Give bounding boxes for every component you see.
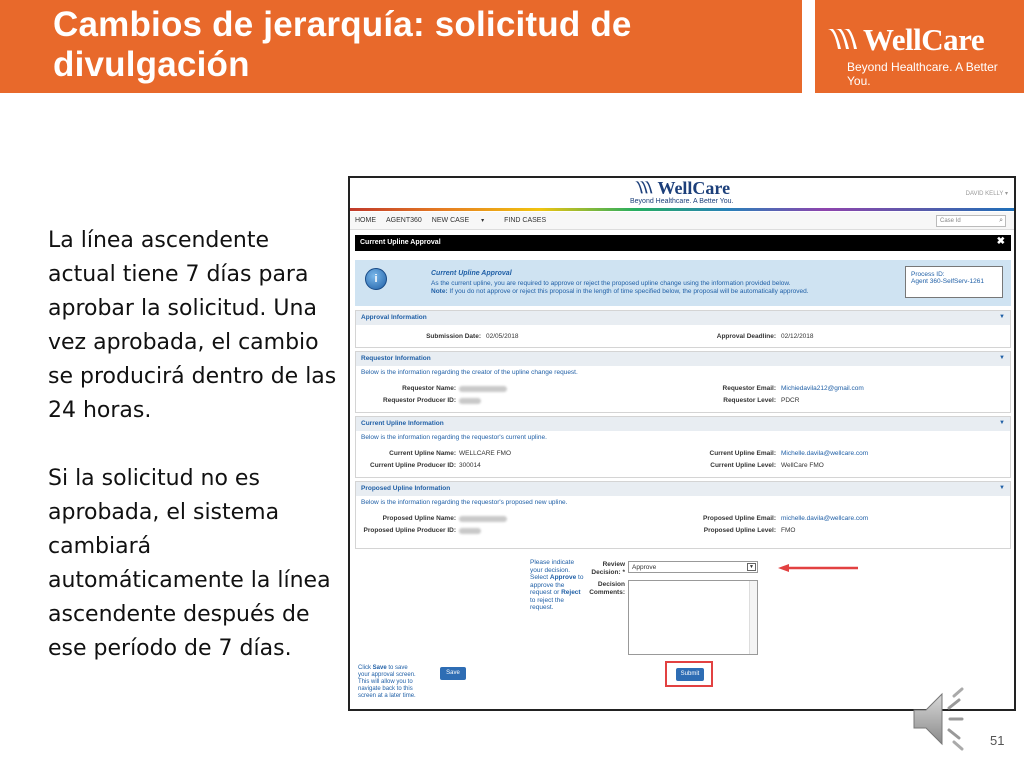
requestor-section: [355, 351, 1011, 413]
current-upline-description: Below is the information regarding the requestor's current upline.: [361, 434, 547, 441]
save-help-text: [358, 665, 420, 700]
decision-help-part: to reject the request.: [530, 596, 564, 611]
submit-highlight: [665, 661, 713, 687]
current-upline-section: [355, 416, 1011, 478]
textarea-scrollbar[interactable]: [749, 581, 757, 654]
proposed-upline-producer-label: Proposed Upline Producer ID:: [363, 527, 456, 534]
case-id-placeholder: Case Id: [940, 218, 961, 224]
current-upline-section-title: Current Upline Information: [361, 420, 444, 427]
user-name: DAVID KELLY: [965, 191, 1004, 197]
app-logo: [630, 178, 734, 210]
proposed-upline-section: [355, 481, 1011, 549]
body-paragraph: La línea ascendente actual tiene 7 días para aprobar la solicitud. Una vez aprobada, el cambio se producirá dentro de las 24 horas.: [48, 228, 337, 423]
decision-comments-label: Decision Comments:: [589, 581, 625, 596]
modal-header: [355, 235, 1011, 251]
requestor-email-label: Requestor Email:: [722, 385, 776, 392]
current-upline-level-value: WellCare FMO: [781, 462, 824, 469]
review-decision-select[interactable]: [628, 561, 758, 573]
proposed-upline-level-label: Proposed Upline Level:: [703, 527, 776, 534]
case-id-search[interactable]: [936, 215, 1006, 227]
proposed-upline-email-label: Proposed Upline Email:: [703, 515, 776, 522]
speaker-icon[interactable]: [910, 686, 974, 752]
proposed-upline-section-header[interactable]: [356, 482, 1010, 496]
logo-wordmark: WellCare: [863, 22, 985, 57]
requestor-level-label: Requestor Level:: [723, 397, 776, 404]
save-button[interactable]: Save: [440, 667, 466, 680]
requestor-section-header[interactable]: [356, 352, 1010, 366]
info-note-label: Note:: [431, 288, 448, 295]
requestor-description: Below is the information regarding the creator of the upline change request.: [361, 369, 578, 376]
close-icon[interactable]: ✖: [996, 236, 1005, 247]
info-panel: [355, 260, 1011, 306]
submission-date-label: Submission Date:: [426, 333, 481, 340]
approval-section: [355, 310, 1011, 348]
red-arrow-icon: [778, 564, 858, 572]
wellcare-swoosh-icon: [633, 179, 655, 197]
approval-deadline-value: 02/12/2018: [781, 333, 814, 340]
decision-help-part: Please indicate your decision. Select: [530, 559, 575, 581]
requestor-email-value[interactable]: Michiedavila212@gmail.com: [781, 385, 864, 392]
requestor-section-title: Requestor Information: [361, 355, 431, 362]
info-text: As the current upline, you are required to approve or reject the proposed upline change using the information provided below.: [431, 280, 791, 287]
wellcare-swoosh-icon: [825, 25, 861, 55]
title-bar: [0, 0, 802, 93]
collapse-triangle-icon[interactable]: ▼: [999, 420, 1005, 426]
collapse-triangle-icon[interactable]: ▼: [999, 314, 1005, 320]
proposed-upline-description: Below is the information regarding the requestor's proposed new upline.: [361, 499, 568, 506]
decision-help-text: [530, 559, 585, 612]
app-screenshot: [348, 176, 1016, 711]
process-id-label: Process ID:: [911, 271, 945, 278]
page-number: 51: [990, 733, 1005, 748]
app-logo-wordmark: WellCare: [657, 177, 731, 198]
submit-button[interactable]: Submit: [676, 668, 704, 681]
nav-find-cases[interactable]: FIND CASES: [504, 217, 547, 224]
logo-bar: [815, 0, 1024, 93]
wellcare-logo: [825, 22, 984, 58]
redacted-value: [459, 528, 481, 534]
save-help-part: Click: [358, 665, 373, 671]
proposed-upline-level-value: FMO: [781, 527, 796, 534]
proposed-upline-section-title: Proposed Upline Information: [361, 485, 451, 492]
review-decision-label: Review Decision: *: [591, 561, 625, 576]
nav-new-case[interactable]: [432, 217, 494, 224]
save-help-part: to save your approval screen. This will allow you to navigate back to this screen at a later time.: [358, 665, 416, 699]
current-upline-level-label: Current Upline Level:: [710, 462, 776, 469]
collapse-triangle-icon[interactable]: ▼: [999, 355, 1005, 361]
top-nav: [350, 212, 1014, 230]
app-logo-tagline: Beyond Healthcare. A Better You.: [630, 198, 734, 205]
process-id-value: Agent 360-SelfServ-1261: [911, 278, 984, 285]
decision-help-part: to approve the request or: [530, 574, 584, 596]
current-upline-name-label: Current Upline Name:: [389, 450, 456, 457]
info-icon: i: [365, 268, 387, 290]
user-menu[interactable]: [966, 190, 1008, 197]
proposed-upline-email-value[interactable]: michelle.davila@wellcare.com: [781, 515, 869, 522]
current-upline-section-header[interactable]: [356, 417, 1010, 431]
modal-title: Current Upline Approval: [360, 239, 441, 246]
decision-comments-textarea[interactable]: [628, 580, 758, 655]
chevron-down-icon: ▾: [1004, 191, 1008, 197]
slide-body: [48, 224, 338, 700]
search-icon[interactable]: ⌕: [999, 217, 1003, 224]
approval-section-header[interactable]: [356, 311, 1010, 325]
review-decision-value: Approve: [632, 564, 657, 571]
current-upline-name-value: WELLCARE FMO: [459, 450, 512, 457]
approval-deadline-label: Approval Deadline:: [716, 333, 776, 340]
collapse-triangle-icon[interactable]: ▼: [999, 485, 1005, 491]
requestor-name-label: Requestor Name:: [402, 385, 456, 392]
slide-title: Cambios de jerarquía: solicitud de divulgación: [53, 5, 632, 84]
submission-date-value: 02/05/2018: [486, 333, 519, 340]
decision-help-approve: Approve: [549, 574, 577, 581]
redacted-value: [459, 516, 507, 522]
nav-agent360[interactable]: AGENT360: [386, 217, 422, 224]
info-title: Current Upline Approval: [431, 270, 512, 277]
chevron-down-icon: ▾: [481, 218, 485, 224]
info-note-text: If you do not approve or reject this proposal in the length of time specified below, the proposal will be automatically approved.: [449, 288, 809, 295]
process-id-box: [905, 266, 1003, 298]
requestor-level-value: PDCR: [781, 397, 800, 404]
current-upline-email-label: Current Upline Email:: [709, 450, 776, 457]
approval-section-title: Approval Information: [361, 314, 427, 321]
info-note: [431, 288, 809, 295]
chevron-down-icon[interactable]: ▼: [747, 563, 756, 571]
save-help-bold: Save: [372, 665, 387, 671]
nav-home[interactable]: HOME: [355, 217, 376, 224]
redacted-value: [459, 398, 481, 404]
current-upline-producer-value: 300014: [459, 462, 481, 469]
nav-new-case-label: NEW CASE: [431, 217, 470, 224]
proposed-upline-name-label: Proposed Upline Name:: [382, 515, 456, 522]
current-upline-producer-label: Current Upline Producer ID:: [370, 462, 456, 469]
redacted-value: [459, 386, 507, 392]
current-upline-email-value[interactable]: Michelle.davila@wellcare.com: [781, 450, 869, 457]
logo-tagline: Beyond Healthcare. A Better You.: [847, 60, 998, 88]
decision-help-reject: Reject: [561, 589, 581, 596]
rainbow-divider: [350, 208, 1014, 211]
requestor-producer-label: Requestor Producer ID:: [383, 397, 456, 404]
body-paragraph: Si la solicitud no es aprobada, el sistema cambiará automáticamente la línea ascendente después de ese período de 7 días.: [48, 466, 331, 661]
